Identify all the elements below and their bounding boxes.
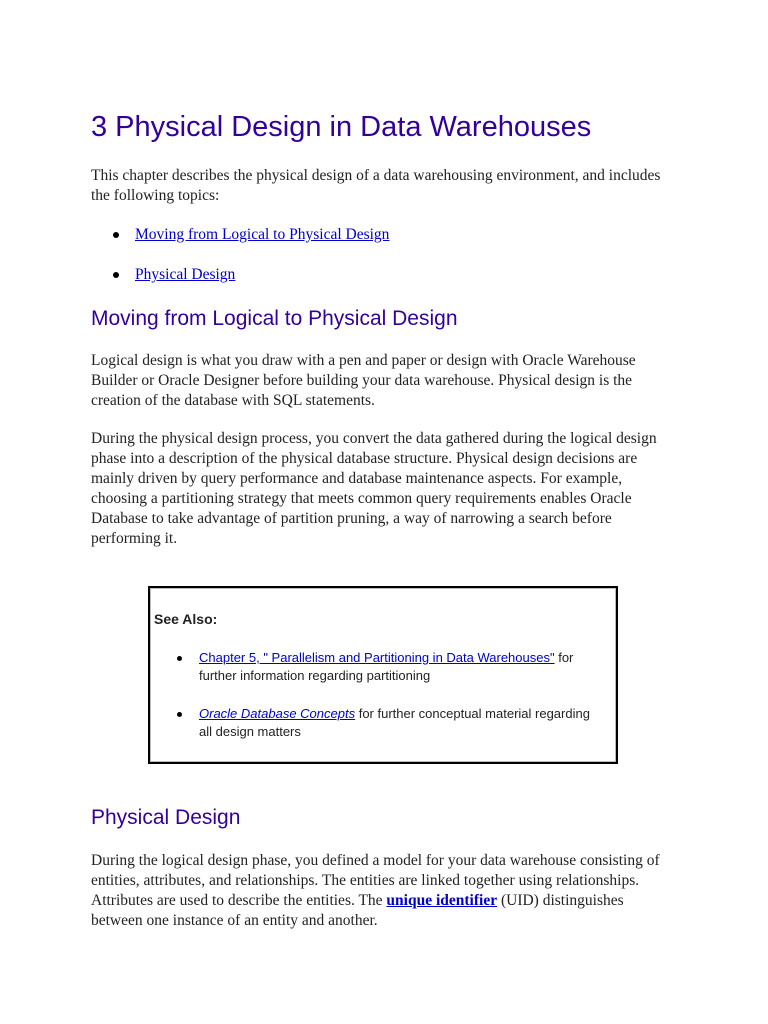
section-heading-moving: Moving from Logical to Physical Design <box>91 307 458 330</box>
section1-paragraph-2: During the physical design process, you convert the data gathered during the logical design phase into a description of the physical database structure. Physical design decisions are mainly driven by query performance and database maintenance aspects. For example, choosing a partitioning strategy that meets common query requirements enables Oracle Database to take advantage of partition pruning, a way of narrowing a search before performing it. <box>91 430 657 547</box>
see-also-link-chapter5[interactable]: Chapter 5, " Parallelism and Partitioning in Data Warehouses" <box>199 650 555 665</box>
page-title: 3 Physical Design in Data Warehouses <box>91 111 592 143</box>
section-heading-physical-design: Physical Design <box>91 806 241 829</box>
see-also-item-text: all design matters <box>199 724 301 739</box>
unique-identifier-link[interactable]: unique identifier <box>386 892 498 909</box>
see-also-item-text: for further conceptual material regarding <box>355 706 590 721</box>
bullet-icon <box>113 272 119 278</box>
section2-paragraph <box>91 851 661 931</box>
bullet-icon <box>177 656 182 661</box>
see-also-link-concepts[interactable]: Oracle Database Concepts <box>199 706 356 721</box>
section2-text-end: (UID) distinguishes between one instance of an entity and another. <box>91 892 624 929</box>
topic-link-moving[interactable]: Moving from Logical to Physical Design <box>135 226 390 243</box>
see-also-item-text: further information regarding partitioning <box>199 668 431 683</box>
section1-paragraph-1: Logical design is what you draw with a pen and paper or design with Oracle Warehouse Builder or Oracle Designer before building your data warehouse. Physical design is the creation of the database with SQL statements. <box>91 352 636 409</box>
see-also-item-chapter5 <box>199 649 619 685</box>
bullet-icon <box>113 232 119 238</box>
bullet-icon <box>177 712 182 717</box>
topic-link-physical-design[interactable]: Physical Design <box>135 266 236 283</box>
see-also-item-text: for <box>554 650 574 665</box>
see-also-heading: See Also: <box>154 611 218 627</box>
see-also-item-concepts <box>199 705 619 741</box>
section2-text-start: During the logical design phase, you defined a model for your data warehouse consisting of entities, attributes, and relationships. The entities are linked together using relationships. Attributes are used to describe the entities. The <box>91 852 660 909</box>
intro-paragraph: This chapter describes the physical design of a data warehousing environment, and includes the following topics: <box>91 167 661 204</box>
